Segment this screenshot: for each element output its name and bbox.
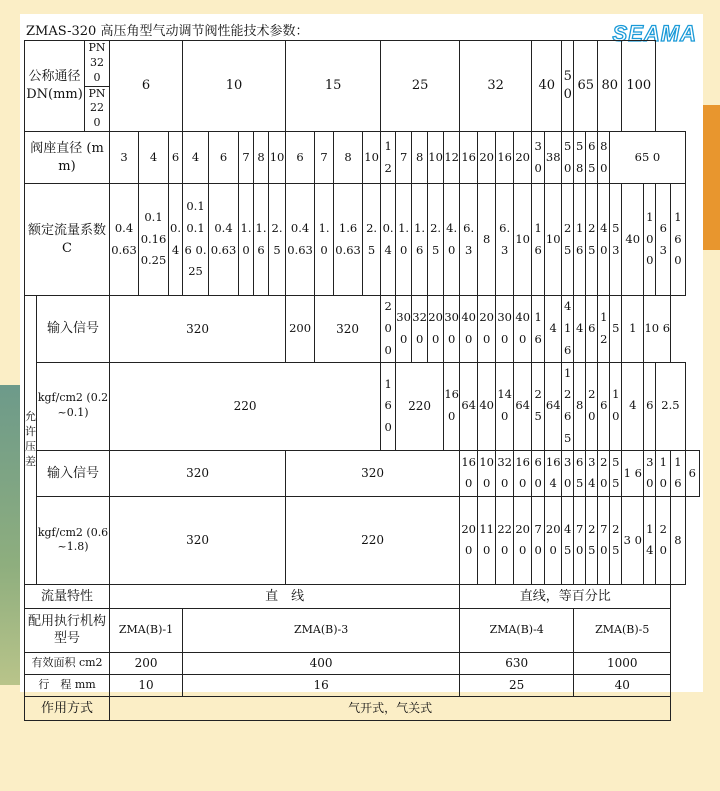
flow-cell: 1.0 [396,184,412,296]
area-cell: 630 [460,652,574,674]
flow-cell: 6.3 [496,184,514,296]
flow-cell: 1.0 [315,184,334,296]
flow-cell: 2.5 [428,184,444,296]
p4-cell: 14 [644,496,656,584]
seat-cell: 10 [269,132,286,184]
seat-cell: 65 0 [610,132,685,184]
p4-cell: 20 0 [514,496,532,584]
p2-cell: 160 [381,362,396,450]
p1-cell: 16 [532,296,545,363]
seat-cell: 8 [254,132,269,184]
p3-cell: 1 6 [622,450,644,496]
p4-cell: 20 0 [460,496,478,584]
actuator-model: ZMA(B)-5 [574,608,671,652]
actuator-model: ZMA(B)-1 [110,608,183,652]
flow-cell: 25 [586,184,598,296]
kgf-range-2: kgf/cm2 (0.6~1.8) [37,496,110,584]
p1-cell: 6 [586,296,598,363]
dn-6: 6 [110,41,183,132]
p2-cell: 10 [610,362,622,450]
flow-cell: 160 [671,184,685,296]
p3-cell: 16 0 [514,450,532,496]
p1-cell: 300 [444,296,460,363]
pressure-side-label: 允许压差 [25,296,37,585]
seat-cell: 65 [586,132,598,184]
p3-cell: 32 0 [496,450,514,496]
dn-label: 公称通径 DN(mm) [25,41,85,132]
input-signal-label: 输入信号 [37,450,110,496]
input-signal-label: 输入信号 [37,296,110,363]
flow-cell: 1.6 [254,184,269,296]
dn-65: 65 [574,41,598,132]
p4-cell: 22 0 [496,496,514,584]
p2-cell: 64 [545,362,562,450]
flow-cell: 2.5 [363,184,381,296]
p4-cell: 7 0 [574,496,586,584]
seat-cell: 20 [478,132,496,184]
p1-cell: 200 [381,296,396,363]
p1-cell: 200 [286,296,315,363]
seat-cell: 58 [574,132,586,184]
p4-cell: 7 0 [598,496,610,584]
pn22-label: PN22 0 [85,86,110,132]
p3-cell: 320 [110,450,286,496]
seat-cell: 80 [598,132,610,184]
travel-label: 行 程 mm [25,674,110,696]
seat-cell: 8 [334,132,363,184]
dn-40: 40 [532,41,562,132]
p2-cell: 25 [532,362,545,450]
p1-cell: 200 [478,296,496,363]
flow-cell: 10 [514,184,532,296]
p1-cell: 320 [412,296,428,363]
seat-cell: 4 [139,132,169,184]
flow-cell: 0.4 0.63 [110,184,139,296]
p1-cell: 4 [545,296,562,363]
flow-cell: 63 [656,184,671,296]
seat-cell: 4 [183,132,209,184]
p2-cell: 6 [598,362,610,450]
p1-cell: 400 [460,296,478,363]
p2-cell: 12 65 [562,362,574,450]
p3-cell: 10 [656,450,671,496]
flow-cell: 0.4 0.63 [209,184,239,296]
p2-cell: 14 0 [496,362,514,450]
p4-cell: 7 0 [532,496,545,584]
seat-label: 阀座直径 (mm) [25,132,110,184]
p1-cell: 10 6 [644,296,671,363]
p3-cell: 2 0 [598,450,610,496]
p4-cell: 4 5 [562,496,574,584]
dn-80: 80 [598,41,622,132]
flow-cell: 0.1 0.16 0.25 [183,184,209,296]
page-title: ZMAS-320 高压角型气动调节阀性能技术参数： [26,24,309,39]
p2-cell: 2.5 [656,362,685,450]
kgf-range-1: kgf/cm2 (0.2~0.1) [37,362,110,450]
flow-cell: 100 [644,184,656,296]
p2-cell: 160 [444,362,460,450]
flow-cell: 16 [574,184,586,296]
right-accent-strip [700,105,720,250]
travel-cell: 40 [574,674,671,696]
flow-cell: 40 [622,184,644,296]
p3-cell: 3 4 [586,450,598,496]
flow-cell: 2.5 [269,184,286,296]
left-accent-strip [0,385,22,685]
actuator-model: ZMA(B)-3 [183,608,460,652]
seat-cell: 7 [315,132,334,184]
mode-label: 作用方式 [25,696,110,720]
seat-cell: 7 [239,132,254,184]
p3-cell: 16 0 [460,450,478,496]
flow-cell: 53 [610,184,622,296]
dn-10: 10 [183,41,286,132]
seat-cell: 30 [532,132,545,184]
flow-cell: 0.1 0.16 0.25 [139,184,169,296]
p3-cell: 16 4 [545,450,562,496]
seat-cell: 3 [110,132,139,184]
dn-100: 100 [622,41,656,132]
area-label: 有效面积 cm2 [25,652,110,674]
seat-cell: 16 [496,132,514,184]
p3-cell: 10 0 [478,450,496,496]
p2-cell: 64 [460,362,478,450]
p1-cell: 12 [598,296,610,363]
p1-cell: 4 [574,296,586,363]
p4-cell: 2 0 [656,496,671,584]
flow-cell: 25 [562,184,574,296]
spec-table [24,40,700,721]
flow-label: 额定流量系数 C [25,184,110,296]
p3-cell: 6 [685,450,699,496]
flow-cell: 0.4 [381,184,396,296]
flow-cell: 1.6 [412,184,428,296]
flow-cell: 10 [545,184,562,296]
p3-cell: 3 0 [562,450,574,496]
p3-cell: 6 5 [574,450,586,496]
dn-15: 15 [286,41,381,132]
char-linear-equal: 直线，等百分比 [460,584,671,608]
seama-logo: SEAMA [612,21,697,46]
area-cell: 200 [110,652,183,674]
flow-cell: 16 [532,184,545,296]
p1-cell: 300 [396,296,412,363]
p1-cell: 4 16 [562,296,574,363]
p4-cell: 220 [286,496,460,584]
seat-cell: 10 [428,132,444,184]
char-linear: 直 线 [110,584,460,608]
travel-cell: 25 [460,674,574,696]
p2-cell: 220 [396,362,444,450]
p1-cell: 5 [610,296,622,363]
seat-cell: 6 [209,132,239,184]
seat-cell: 10 [363,132,381,184]
flow-cell: 40 [598,184,610,296]
p3-cell: 6 0 [532,450,545,496]
dn-25: 25 [381,41,460,132]
dn-32: 32 [460,41,532,132]
area-cell: 1000 [574,652,671,674]
seat-cell: 38 [545,132,562,184]
p2-cell: 40 [478,362,496,450]
seat-cell: 6 [286,132,315,184]
seat-cell: 20 [514,132,532,184]
seat-cell: 8 [412,132,428,184]
p2-cell: 220 [110,362,381,450]
mode-cell: 气开式，气关式 [110,696,671,720]
flow-cell: 8 [478,184,496,296]
seat-cell: 6 [169,132,183,184]
seat-cell: 7 [396,132,412,184]
flow-cell: 0.4 0.63 [286,184,315,296]
dn-50: 50 [562,41,574,132]
actuator-model: ZMA(B)-4 [460,608,574,652]
p3-cell: 3 0 [644,450,656,496]
travel-cell: 10 [110,674,183,696]
flow-cell: 0.4 [169,184,183,296]
actuator-label: 配用执行机构型号 [25,608,110,652]
p1-cell: 320 [315,296,381,363]
p2-cell: 6 [644,362,656,450]
seat-cell: 12 [381,132,396,184]
p3-cell: 5 5 [610,450,622,496]
seat-cell: 16 [460,132,478,184]
flow-cell: 1.0 [239,184,254,296]
p3-cell: 320 [286,450,460,496]
p1-cell: 400 [514,296,532,363]
p4-cell: 2 5 [586,496,598,584]
pn32-label: PN32 0 [85,41,110,87]
flow-cell: 6.3 [460,184,478,296]
p2-cell: 64 [514,362,532,450]
p4-cell: 3 0 [622,496,644,584]
p1-cell: 300 [496,296,514,363]
p4-cell: 20 0 [545,496,562,584]
seat-cell: 50 [562,132,574,184]
p4-cell: 11 0 [478,496,496,584]
p3-cell: 1 6 [671,450,685,496]
p2-cell: 4 [622,362,644,450]
p4-cell: 2 5 [610,496,622,584]
p1-cell: 320 [110,296,286,363]
p2-cell: 20 [586,362,598,450]
travel-cell: 16 [183,674,460,696]
p1-cell: 200 [428,296,444,363]
p4-cell: 8 [671,496,685,584]
p2-cell: 8 [574,362,586,450]
p1-cell: 1 [622,296,644,363]
spec-sheet [20,14,703,716]
flow-cell: 1.6 0.63 [334,184,363,296]
seat-cell: 12 [444,132,460,184]
flow-cell: 4.0 [444,184,460,296]
char-label: 流量特性 [25,584,110,608]
p4-cell: 320 [110,496,286,584]
area-cell: 400 [183,652,460,674]
